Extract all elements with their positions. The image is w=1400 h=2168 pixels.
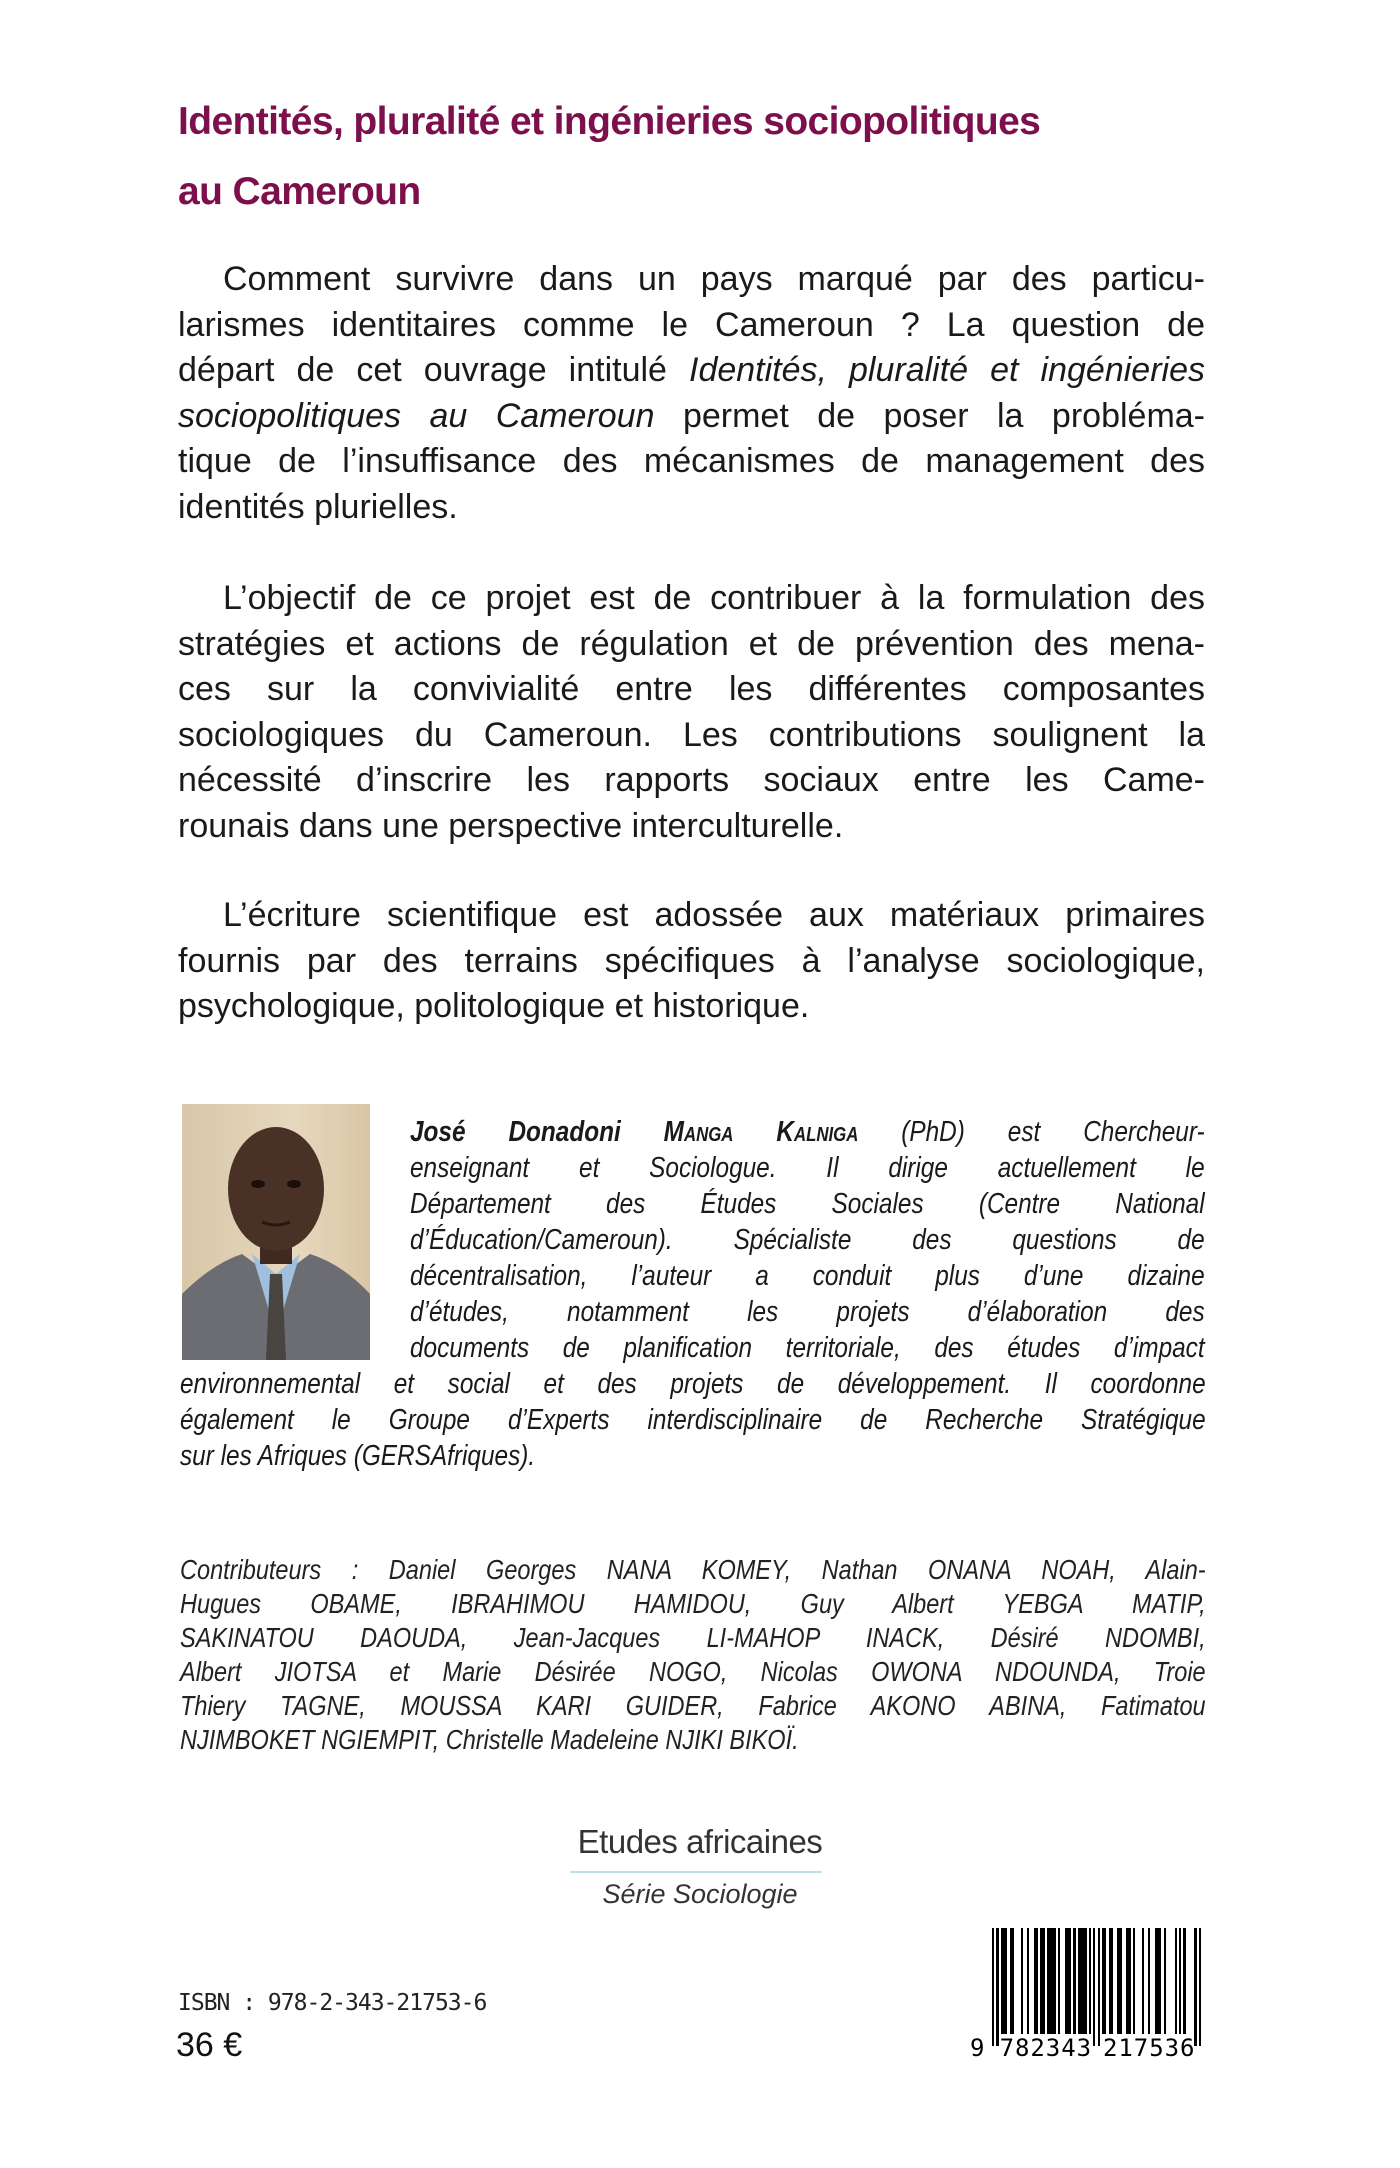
barcode-bar: [1175, 1928, 1177, 2034]
barcode-digit: 6: [1180, 2034, 1195, 2062]
barcode-bar: [1183, 1928, 1185, 2034]
barcode-bar: [1120, 1928, 1122, 2034]
barcode-bar: [1148, 1928, 1150, 2034]
text-line: tique de l’insuffisance des mécanismes de management des: [178, 442, 1205, 480]
book-title-line2: au Cameroun: [178, 170, 421, 213]
text-line: ces sur la convivialité entre les différentes composantes: [178, 670, 1205, 708]
barcode-digit: 2: [1030, 2034, 1045, 2062]
text-line: José Donadoni Manga Kalniga (PhD) est Chercheur-: [410, 1116, 1205, 1148]
text-line: également le Groupe d’Experts interdisciplinaire de Recherche Stratégique: [180, 1404, 1206, 1436]
text-line: SAKINATOU DAOUDA, Jean-Jacques LI-MAHOP INACK, Désiré NDOMBI,: [180, 1622, 1206, 1653]
text-line: psychologique, politologique et historique.: [178, 987, 810, 1025]
barcode-bar: [1164, 1928, 1166, 2034]
price: 36 €: [176, 2026, 243, 2064]
text-line: Thiery TAGNE, MOUSSA KARI GUIDER, Fabrice AKONO ABINA, Fatimatou: [180, 1690, 1206, 1721]
collection-name: Etudes africaines: [577, 1823, 823, 1860]
barcode-digit: 7: [999, 2034, 1015, 2062]
barcode-digit: 4: [1061, 2034, 1076, 2062]
text-line: nécessité d’inscrire les rapports sociaux entre les Came-: [178, 761, 1205, 799]
barcode-bar: [1179, 1928, 1181, 2034]
barcode-digit: 7: [1133, 2034, 1149, 2062]
text-line: fournis par des terrains spécifiques à l’analyse sociologique,: [178, 941, 1205, 980]
author-bio-continued: [180, 1366, 1206, 1474]
text-line: d’Éducation/Cameroun). Spécialiste des questions de: [410, 1224, 1205, 1256]
blurb-paragraph-2: [178, 576, 1205, 849]
text-line: Département des Études Sociales (Centre National: [410, 1188, 1205, 1220]
barcode: [970, 1928, 1210, 2068]
text-line: Hugues OBAME, IBRAHIMOU HAMIDOU, Guy Albert YEBGA MATIP,: [180, 1588, 1206, 1619]
text-line: départ de cet ouvrage intitulé Identités, pluralité et ingénieries: [178, 351, 1205, 389]
contributors-list: [180, 1553, 1206, 1757]
text-line: stratégies et actions de régulation et de prévention des mena-: [178, 624, 1205, 663]
barcode-digit: 9: [970, 2034, 985, 2062]
barcode-bar: [1021, 1928, 1023, 2034]
blurb-paragraph-3: [178, 893, 1205, 1030]
text-line: environnemental et social et des projets de développement. Il coordonne: [180, 1368, 1206, 1400]
text-line: Albert JIOTSA et Marie Désirée NOGO, Nicolas OWONA NDOUNDA, Troie: [180, 1656, 1206, 1687]
author-photo: [182, 1104, 370, 1360]
barcode-digit: 2: [1103, 2034, 1118, 2062]
barcode-bar: [1069, 1928, 1071, 2034]
author-surname: Manga Kalniga: [663, 1116, 859, 1148]
barcode-bar: [1012, 1928, 1014, 2034]
text-line: Contributeurs : Daniel Georges NANA KOMEY, Nathan ONANA NOAH, Alain-: [180, 1554, 1206, 1585]
barcode-bar: [996, 1928, 998, 2046]
barcode-bar: [1194, 1928, 1196, 2046]
text-line: sociopolitiques au Cameroun permet de poser la probléma-: [178, 396, 1205, 435]
text-line: L’objectif de ce projet est de contribuer à la formulation des: [223, 579, 1205, 617]
barcode-bar: [1098, 1928, 1100, 2046]
series-divider: [570, 1871, 822, 1873]
text-line: décentralisation, l’auteur a conduit plus d’une dizaine: [410, 1260, 1205, 1292]
author-bio: [410, 1114, 1205, 1366]
barcode-bar: [1104, 1928, 1106, 2034]
barcode-bar: [1133, 1928, 1135, 2034]
barcode-bar: [1058, 1928, 1060, 2034]
barcode-bar: [1142, 1928, 1144, 2034]
text-line: sociologiques du Cameroun. Les contributions soulignent la: [178, 715, 1205, 754]
text-line: sur les Afriques (GERSAfriques).: [180, 1440, 536, 1472]
barcode-bar: [1199, 1928, 1201, 2046]
barcode-bar: [1027, 1928, 1029, 2034]
text-line: Comment survivre dans un pays marqué par des particu-: [223, 260, 1205, 298]
barcode-digit: 5: [1149, 2034, 1164, 2062]
blurb-paragraph-1: [178, 257, 1205, 530]
barcode-bar: [1128, 1928, 1130, 2034]
text-line: L’écriture scientifique est adossée aux matériaux primaires: [223, 896, 1205, 934]
author-name: José Donadoni: [410, 1116, 664, 1148]
barcode-bar: [1005, 1928, 1007, 2034]
barcode-digit: 8: [1015, 2034, 1030, 2062]
barcode-digit: 1: [1118, 2034, 1133, 2062]
text-line: larismes identitaires comme le Cameroun ? La question de: [178, 305, 1205, 344]
text-line: NJIMBOKET NGIEMPIT, Christelle Madeleine NJIKI BIKOÏ.: [180, 1724, 799, 1755]
barcode-bar: [1036, 1928, 1038, 2034]
barcode-bar: [1159, 1928, 1161, 2034]
barcode-digit: 3: [1045, 2034, 1061, 2062]
barcode-bar: [1111, 1928, 1113, 2034]
barcode-bar: [1089, 1928, 1091, 2034]
isbn: ISBN : 978-2-343-21753-6: [178, 1990, 487, 2016]
book-title-line1: Identités, pluralité et ingénieries sociopolitiques: [178, 100, 1041, 143]
text-line: documents de planification territoriale, des études d’impact: [410, 1332, 1205, 1364]
barcode-bar: [1084, 1928, 1086, 2034]
barcode-digit: 3: [1076, 2034, 1092, 2062]
barcode-bar: [992, 1928, 994, 2046]
text-line: d’études, notamment les projets d’élaboration des: [410, 1296, 1205, 1328]
barcode-bar: [1043, 1928, 1045, 2034]
barcode-bar: [1054, 1928, 1056, 2034]
barcode-digit: 3: [1164, 2034, 1180, 2062]
text-line: rounais dans une perspective interculturelle.: [178, 806, 844, 845]
barcode-bar: [1093, 1928, 1095, 2046]
text-line: enseignant et Sociologue. Il dirige actuellement le: [410, 1152, 1205, 1184]
barcode-bar: [1073, 1928, 1075, 2034]
series-name: Série Sociologie: [602, 1879, 798, 1909]
text-line: identités plurielles.: [178, 487, 458, 526]
